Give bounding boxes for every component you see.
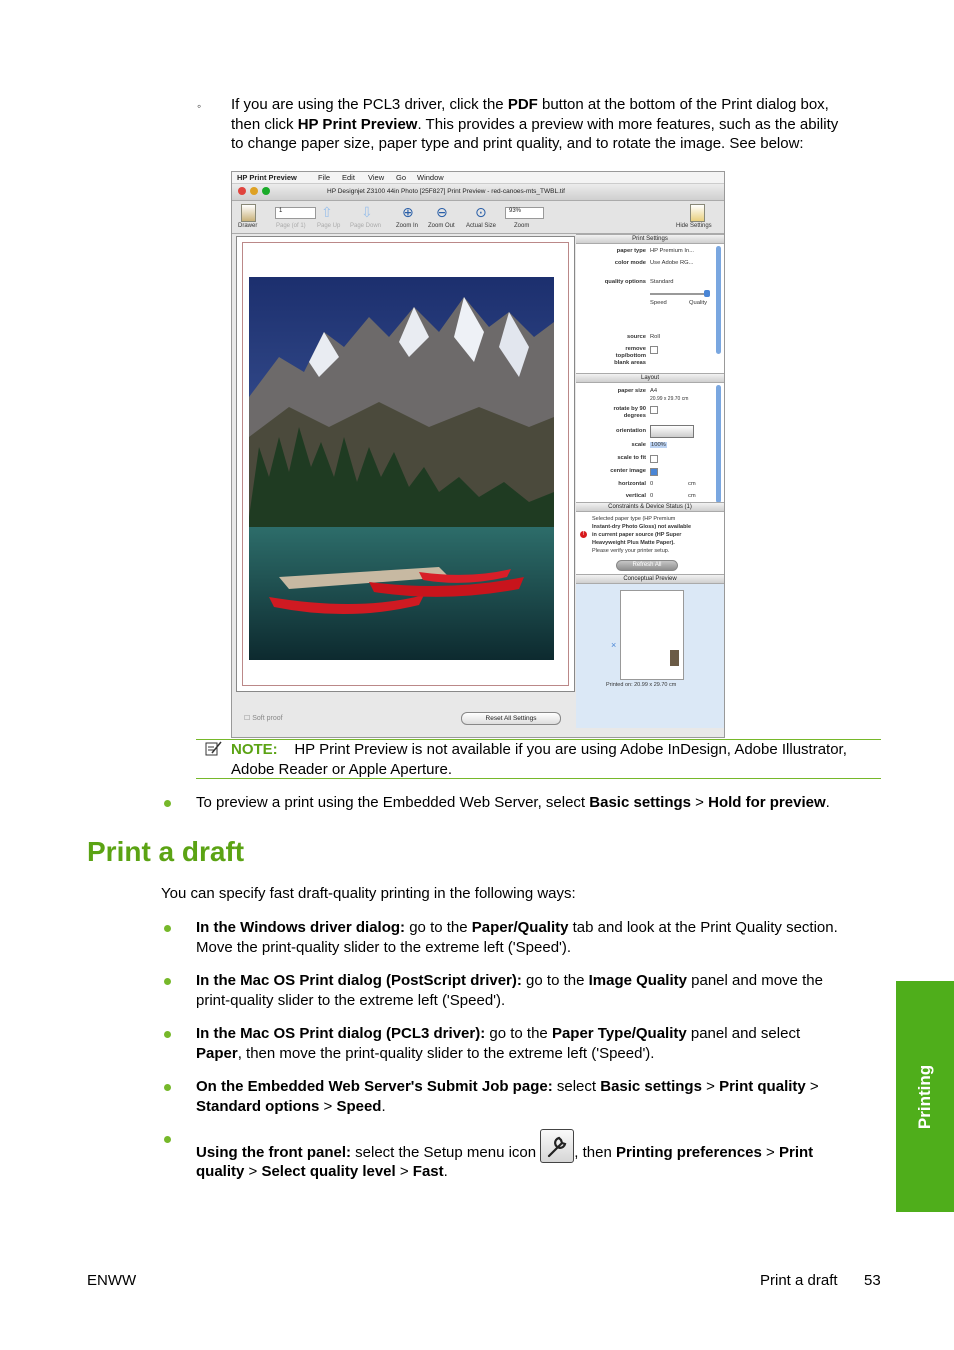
text: go to the	[521, 972, 589, 989]
text: print-quality slider to the extreme left ('Speed').	[196, 991, 506, 1009]
error-icon: !	[580, 531, 587, 538]
conceptual-page	[620, 590, 684, 680]
minimize-icon[interactable]	[250, 187, 258, 195]
zoom-icon[interactable]	[262, 187, 270, 195]
text: select	[552, 1078, 601, 1095]
refresh-all-button[interactable]: Refresh All	[616, 560, 678, 571]
preview-page	[236, 236, 575, 692]
close-icon[interactable]	[238, 187, 246, 195]
list-item	[196, 918, 886, 957]
note-text: HP Print Preview is not available if you are using Adobe InDesign, Adobe Illustrator,	[294, 741, 847, 758]
landscape-photo	[249, 277, 554, 660]
text-bold: Speed	[336, 1097, 382, 1115]
constraint-text: in current paper source (HP Super	[592, 532, 682, 538]
horizontal-label: horizontal	[618, 481, 646, 487]
orientation-label: orientation	[616, 428, 646, 434]
setup-menu-icon	[540, 1129, 574, 1163]
text: To preview a print using the Embedded Web Server, select	[196, 794, 590, 811]
quality-options-value[interactable]: Standard	[650, 279, 674, 285]
print-settings-header[interactable]: Print Settings	[576, 234, 724, 244]
text: button at the bottom of the Print dialog box,	[537, 96, 829, 113]
close-icon: ×	[611, 640, 617, 650]
zoom-in-label: Zoom In	[396, 223, 419, 229]
vertical-value[interactable]: 0	[650, 493, 654, 499]
text-bold: Image Quality	[588, 972, 687, 989]
vertical-unit: cm	[688, 493, 696, 499]
text: then click	[231, 115, 298, 133]
drawer-icon[interactable]	[241, 204, 256, 222]
scrollbar[interactable]	[716, 385, 721, 503]
scale-to-fit-label: scale to fit	[617, 455, 646, 461]
text: Move the print-quality slider to the extreme left ('Speed').	[196, 938, 572, 956]
bullet-marker	[164, 925, 171, 932]
text-bold: quality	[196, 1163, 245, 1180]
text-bold: PDF	[507, 96, 538, 113]
paper-type-value[interactable]: HP Premium In...	[650, 248, 695, 254]
constraint-text: Selected paper type (HP Premium	[592, 516, 676, 522]
note-text: Adobe Reader or Apple Aperture.	[231, 760, 452, 778]
text-bold: Print quality	[719, 1078, 806, 1095]
center-image-checkbox[interactable]	[650, 468, 658, 476]
remove-label: blank areas	[614, 360, 646, 366]
source-value[interactable]: Roll	[650, 334, 660, 340]
text: >	[319, 1097, 337, 1115]
soft-proof-label: Soft proof	[252, 715, 283, 722]
zoom-field[interactable]: 93%	[505, 207, 544, 219]
text: panel and select	[686, 1025, 801, 1042]
text: >	[701, 1078, 720, 1095]
page-of-label: Page (of 1)	[276, 223, 306, 229]
text: tab and look at the Print Quality section.	[568, 919, 838, 936]
note	[231, 740, 891, 779]
orientation-selector[interactable]	[650, 425, 694, 438]
footer-section: Print a draft	[760, 1272, 838, 1289]
scale-label: scale	[631, 442, 646, 448]
paper-size-value[interactable]: A4	[650, 388, 658, 394]
paper-size-label: paper size	[617, 388, 646, 394]
paper-type-label: paper type	[616, 248, 646, 254]
rotate-label: degrees	[623, 413, 646, 419]
text: go to the	[405, 919, 472, 936]
conceptual-preview-header[interactable]: Conceptual Preview	[576, 574, 724, 584]
menu-view[interactable]: View	[368, 173, 385, 182]
ews-bullet-text	[196, 793, 886, 813]
horizontal-value[interactable]: 0	[650, 481, 654, 487]
text: >	[805, 1078, 819, 1095]
source-label: source	[626, 334, 646, 340]
text-bold: In the Windows driver dialog:	[196, 919, 406, 936]
text: If you are using the PCL3 driver, click the	[231, 96, 508, 113]
constraint-text: Instant-dry Photo Gloss) not available	[592, 524, 692, 530]
horizontal-unit: cm	[688, 481, 696, 487]
zoom-out-label: Zoom Out	[428, 223, 455, 229]
menu-file[interactable]: File	[318, 173, 331, 182]
zoom-out-icon[interactable]: ⊖	[436, 204, 448, 220]
text-bold: Paper	[196, 1044, 238, 1062]
layout-header[interactable]: Layout	[576, 373, 724, 383]
text-bold: Fast	[412, 1163, 444, 1180]
menu-app[interactable]: HP Print Preview	[237, 173, 297, 182]
text-bold: In the Mac OS Print dialog (PCL3 driver):	[196, 1025, 486, 1042]
quality-label: Quality	[689, 300, 708, 306]
footer-left: ENWW	[87, 1272, 137, 1289]
page-down-label: Page Down	[350, 223, 382, 229]
text-bold: Paper Type/Quality	[551, 1025, 687, 1042]
scale-field[interactable]: 100%	[651, 442, 666, 448]
text-bold: Using the front panel:	[196, 1144, 351, 1161]
menu-window[interactable]: Window	[417, 173, 444, 182]
print-preview-screenshot	[231, 171, 725, 738]
text-bold: Printing preferences	[615, 1144, 762, 1161]
constraints-header[interactable]: Constraints & Device Status (1)	[576, 502, 724, 512]
list-item	[196, 971, 886, 1010]
text: select the Setup menu icon	[351, 1144, 541, 1161]
window-title: HP Designjet Z3100 44in Photo [25F827] Print Preview - red-canoes-mts_TWBL.tif	[327, 188, 565, 195]
page-up-label: Page Up	[317, 223, 341, 229]
menu-go[interactable]: Go	[396, 173, 407, 182]
text: .	[443, 1163, 448, 1180]
hide-settings-icon[interactable]	[690, 204, 705, 222]
note-bottom-rule	[196, 778, 881, 779]
page-field[interactable]: 1	[275, 207, 316, 219]
color-mode-value[interactable]: Use Adobe RG...	[650, 260, 694, 266]
bullet-marker	[164, 1136, 171, 1143]
page-up-icon[interactable]: ⇧	[321, 204, 333, 220]
text-bold: Basic settings	[600, 1078, 702, 1095]
window-titlebar	[232, 184, 724, 201]
rotate-checkbox[interactable]	[650, 406, 658, 414]
reset-all-settings-button[interactable]: Reset All Settings	[461, 712, 561, 725]
remove-label: top/bottom	[615, 353, 646, 359]
list-item	[196, 1077, 886, 1116]
text: , then	[574, 1144, 616, 1161]
text-bold: On the Embedded Web Server's Submit Job page:	[196, 1078, 553, 1095]
text: panel and move the	[686, 972, 823, 989]
intro-paragraph	[231, 95, 891, 154]
lead-paragraph: You can specify fast draft-quality printing in the following ways:	[161, 885, 576, 902]
text: .	[825, 794, 830, 811]
bullet-marker	[164, 1031, 171, 1038]
text: .	[381, 1097, 386, 1115]
text-bold: Basic settings	[589, 794, 691, 811]
color-mode-label: color mode	[614, 260, 646, 266]
constraint-text: Heavyweight Plus Matte Paper).	[592, 540, 675, 546]
menu-edit[interactable]: Edit	[342, 173, 355, 182]
chapter-side-tab	[896, 981, 954, 1212]
page-down-icon[interactable]: ⇩	[361, 204, 373, 220]
text: >	[244, 1163, 262, 1180]
text: , then move the print-quality slider to the extreme left ('Speed').	[237, 1044, 655, 1062]
paper-size-dims: 20.99 x 29.70 cm	[650, 396, 689, 402]
quality-options-label: quality options	[604, 279, 646, 285]
rotate-label: rotate by 90	[613, 406, 646, 412]
preview-toolbar	[232, 201, 724, 234]
chapter-side-tab-label: Printing	[915, 1064, 934, 1129]
text-bold: Print	[778, 1144, 814, 1161]
soft-proof-checkbox[interactable]: ☐ Soft proof	[244, 715, 283, 722]
section-heading: Print a draft	[87, 836, 245, 867]
actual-size-icon[interactable]: ⊙	[475, 204, 487, 220]
sub-bullet-marker: ◦	[197, 99, 202, 113]
remove-blank-checkbox[interactable]	[650, 346, 658, 354]
center-image-label: center image	[610, 468, 646, 474]
scrollbar[interactable]	[716, 246, 721, 354]
text-bold: Paper/Quality	[471, 919, 569, 936]
hide-settings-label: Hide Settings	[676, 223, 712, 229]
text: to change paper size, paper type and print quality, and to rotate the image. See below:	[231, 135, 804, 152]
constraint-text: Please verify your printer setup.	[592, 548, 670, 554]
speed-label: Speed	[650, 300, 667, 306]
printed-on-text: Printed on: 20.99 x 29.70 cm	[606, 682, 677, 688]
text-bold: Standard options	[196, 1097, 320, 1115]
drawer-label: Drawer	[238, 223, 258, 229]
list-item	[196, 1024, 886, 1063]
text-bold: Select quality level	[261, 1163, 396, 1180]
zoom-label: Zoom	[514, 223, 530, 229]
conceptual-image	[670, 650, 679, 666]
bullet-marker	[164, 978, 171, 985]
text: >	[761, 1144, 779, 1161]
actual-size-label: Actual Size	[466, 223, 497, 229]
list-item	[196, 1129, 886, 1182]
text: go to the	[485, 1025, 552, 1042]
zoom-in-icon[interactable]: ⊕	[402, 204, 414, 220]
settings-panel	[576, 234, 724, 728]
text: . This provides a preview with more features, such as the ability	[417, 115, 839, 133]
text-bold: HP Print Preview	[297, 115, 418, 133]
page-number: 53	[864, 1272, 881, 1289]
bullet-marker	[164, 1084, 171, 1091]
remove-label: remove	[625, 346, 646, 352]
scale-to-fit-checkbox[interactable]	[650, 455, 658, 463]
text-bold: Hold for preview	[708, 794, 826, 811]
menu-bar	[232, 172, 724, 184]
text: >	[691, 794, 709, 811]
note-icon	[205, 741, 222, 756]
text-bold: In the Mac OS Print dialog (PostScript driver):	[196, 972, 522, 989]
quality-slider-thumb[interactable]	[704, 290, 710, 297]
quality-slider-track[interactable]	[650, 293, 710, 295]
vertical-label: vertical	[625, 493, 646, 499]
bullet-marker	[164, 800, 171, 807]
text: >	[395, 1163, 413, 1180]
note-label: NOTE:	[231, 741, 278, 758]
